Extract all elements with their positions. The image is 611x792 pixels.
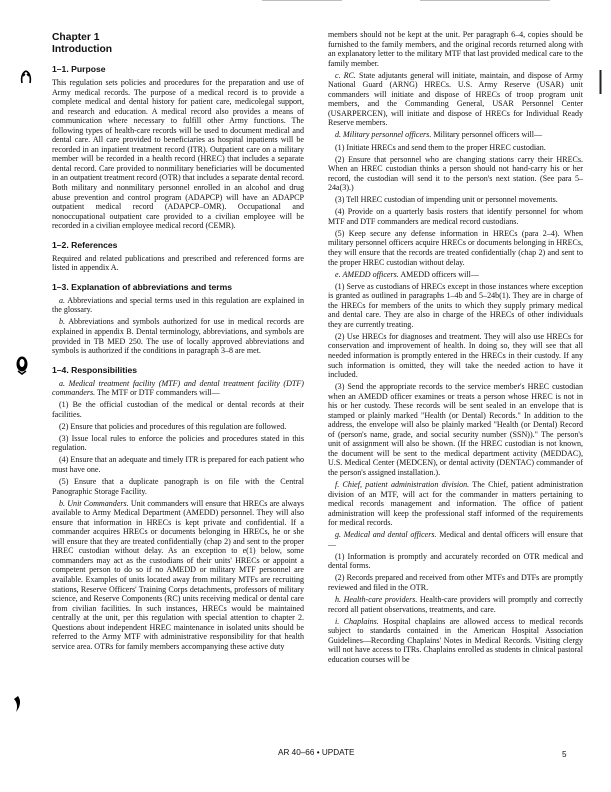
- list-item: (5) Ensure that a duplicate panograph is on file with the Central Panographic Storage Facility.: [52, 477, 304, 496]
- item-title: f. Chief, patient administration division.: [335, 480, 470, 490]
- chapter-heading: [52, 32, 304, 55]
- item-title: g. Medical and dental officers.: [335, 530, 437, 540]
- list-item: (4) Ensure that an adequate and timely ITR is prepared for each patient who must have one.: [52, 455, 304, 474]
- right-column: [328, 30, 583, 667]
- binder-hole-mark-icon: [12, 695, 22, 713]
- paragraph-resp-e: [328, 270, 583, 280]
- paragraph-resp-c: [328, 71, 583, 128]
- page-number: 5: [562, 750, 567, 759]
- list-item: (4) Provide on a quarterly basis rosters that identify personnel for whom MTF and DTF commanders are medical record custodians.: [328, 207, 583, 226]
- paragraph-abbrev-a: [52, 296, 304, 315]
- list-item: (3) Tell HREC custodian of impending unit or personnel movements.: [335, 195, 558, 205]
- section-heading-references: 1–2. References: [52, 239, 118, 250]
- item-text: Abbreviations and special terms used in this regulation are explained in the glossary.: [52, 295, 304, 315]
- paragraph-purpose: This regulation sets policies and procedures for the preparation and use of Army medical records. The purpose of a medical record is to provide a complete medical and dental history for patient care, medicolegal support, and research and education. A medical record also provides a means of communication where necessary to fulfill other Army functions. The following types of health-care records will be used to document medical and dental care. All care provided to beneficiaries as hospital inpatients will be recorded in an inpatient treatment record (ITR). Outpatient care on a military member will be recorded in a health record (HREC) that includes a separate dental record. Care provided to nonmilitary beneficiaries will be documented in an outpatient treatment record (OTR) that includes a separate dental record. Both military and nonmilitary personnel enrolled in an alcohol and drug abuse prevention and control program (ADAPCP) will have an ADAPCP outpatient medical record (ADAPCP–OMR). Occupational and nonoccupational outpatient care provided to a civilian employee will be recorded in a civilian employee medical record (CEMR).: [52, 78, 304, 231]
- paragraph-abbrev-b: [52, 317, 304, 355]
- list-item: (2) Ensure that personnel who are changing stations carry their HRECs. When an HREC custodian thinks a person should not hand-carry his or her record, the custodian will send it to the person's next station. (See para 5–24a(3).): [328, 154, 583, 193]
- binder-hole-mark-icon: [15, 355, 29, 375]
- item-title: h. Health-care providers.: [335, 595, 418, 605]
- list-item: (2) Use HRECs for diagnoses and treatment. They will also use HRECs for conservation and improvement of health. In doing so, they will see that all needed information is promptly entered in the HRECs in their custody. If any such information is omitted, they will take the needed action to have it included.: [328, 331, 583, 380]
- paragraph-resp-a: [52, 379, 304, 398]
- paragraph-resp-d: [328, 130, 583, 140]
- item-label: a.: [59, 295, 66, 305]
- section-heading-abbreviations: 1–3. Explanation of abbreviations and terms: [52, 281, 233, 292]
- item-title: d. Military personnel officers.: [335, 130, 432, 140]
- document-id: AR 40–66 • UPDATE: [278, 748, 355, 757]
- item-label: b.: [59, 317, 66, 327]
- item-text: AMEDD officers will—: [398, 269, 479, 279]
- item-title: e. AMEDD officers.: [335, 269, 399, 279]
- paragraph-resp-f: [328, 480, 583, 528]
- section-heading-responsibilities: 1–4. Responsibilities: [52, 364, 138, 375]
- margin-scan-mark-icon: [598, 70, 603, 94]
- top-scan-rule-right: [420, 0, 550, 1]
- item-text: Health-care providers will promptly and correctly record all patient observations, treatments, and care.: [328, 595, 583, 614]
- list-item: (3) Issue local rules to enforce the policies and procedures stated in this regulation.: [52, 433, 304, 453]
- list-item: (2) Ensure that policies and procedures of this regulation are followed.: [59, 421, 287, 431]
- binder-hole-mark-icon: [20, 70, 32, 86]
- left-column: [52, 32, 304, 654]
- list-item: (2) Records prepared and received from other MTFs and DTFs are promptly reviewed and filed in the OTR.: [328, 573, 583, 593]
- paragraph-references: Required and related publications and prescribed and referenced forms are listed in appendix A.: [52, 253, 304, 273]
- top-scan-rule-left: [262, 0, 342, 1]
- list-item: (3) Send the appropriate records to the service member's HREC custodian when an AMEDD officer examines or treats a person whose HREC is not in his or her custody. These records will be sent sealed in an envelope that is stamped or plainly marked "Health (or Dental) Records." In addition to the address, the envelope will also be plainly marked "Health (or Dental) Record of (person's name, grade, and social security number (SSN))." The person's unit of assignment will also be shown. (If the HREC custodian is not known, the document will be sent to the medical department activity (MEDDAC), U.S. Medical Center (MEDCEN), or dental activity (DENTAC) commander of the person's assigned installation.).: [328, 382, 583, 478]
- list-item: (1) Be the official custodian of the medical or dental records at their facilities.: [52, 400, 304, 419]
- item-text: The MTF or DTF commanders will—: [95, 388, 220, 398]
- item-title: i. Chaplains.: [335, 616, 379, 626]
- item-text: Medical and dental officers will ensure that—: [328, 530, 583, 549]
- item-text: Abbreviations and symbols authorized for use in medical records are explained in appendix B. Dental terminology, abbreviations, and symbols are provided in TB MED 250. The use of locally approved abbreviations and symbols is authorized if the conditions in paragraph 3–8 are met.: [52, 317, 304, 356]
- list-item: (1) Serve as custodians of HRECs except in those instances where exception is granted as outlined in paragraphs 1–4b and 5–24b(1). They are in charge of the HRECs for members of the units to which they supply primary medical and dental care. They are also in charge of the HRECs of other individuals they are currently treating.: [328, 281, 583, 329]
- paragraph-resp-i: [328, 617, 583, 665]
- paragraph-resp-b: [52, 499, 304, 652]
- item-text: Military personnel officers will—: [431, 130, 543, 140]
- item-text: The Chief, patient administration division of an MTF, will act for the commander in matters pertaining to medical records management and information. The office of patient administration will keep the professional staff informed of the requirements for medical records.: [328, 480, 583, 528]
- paragraph-resp-b-continued: members should not be kept at the unit. Per paragraph 6–4, copies should be furnished to the family members, and the original records returned along with an explanatory letter to the military MTF that last provided medical care to the family member.: [328, 30, 583, 68]
- item-title: c. RC.: [335, 70, 356, 80]
- item-text: State adjutants general will initiate, maintain, and dispose of Army National Guard (ARNG) HRECs. U.S. Army Reserve (USAR) unit commanders will initiate and dispose of HRECs of troop program unit members, and the Commanding General, USAR Personnel Center (USARPERCEN), will initiate and dispose of HRECs for Individual Ready Reserve members.: [328, 70, 583, 128]
- chapter-number: Chapter 1: [52, 32, 100, 43]
- section-heading-purpose: 1–1. Purpose: [52, 64, 106, 74]
- list-item: (5) Keep secure any defense information in HRECs (para 2–4). When military personnel officers acquire HRECs or documents belonging in HRECs, they will ensure that the records are treated confidentially (chap 2) and sent to the proper HREC custodian without delay.: [328, 228, 583, 267]
- item-title: a. Medical treatment facility (MTF) and dental treatment facility (DTF) commanders.: [52, 378, 304, 398]
- chapter-title: Introduction: [52, 43, 113, 55]
- item-text: Unit commanders will ensure that HRECs are always available to Army Medical Department (AMEDD) personnel. They will also ensure that information in HRECs is kept private and confidential. If a commander acquires HRECs or documents belonging in HRECs, he or she will ensure that they are treated confidentially (chap 2) and sent to the proper HREC custodian without delay. As an exception to e(1) below, some commanders may act as the custodians of their units' HRECs or appoint a competent person to do so if no AMEDD or military MTF personnel are available. Examples of units located away from military MTFs are recruiting stations, Reserve Officers' Training Corps detachments, professors of military science, and Reserve Components (RC) units receiving medical or dental care from civilian facilities. In such instances, HRECs would be maintained centrally at the unit, per this regulation with special attention to chapter 2. Questions about independent HREC maintenance in isolated units should be referred to the Army MTF with administrative responsibility for that health service area. OTRs for family members accompanying these active duty: [52, 498, 304, 651]
- list-item: (1) Initiate HRECs and send them to the proper HREC custodian.: [335, 142, 546, 152]
- item-text: Hospital chaplains are allowed access to medical records subject to standards contained in the American Hospital Association Guidelines—Recording Chaplains' Notes in Medical Records. Visiting clergy will not have access to ITRs. Chaplains enrolled as students in clinical pastoral education courses will be: [328, 616, 583, 664]
- paragraph-resp-h: [328, 595, 583, 614]
- paragraph-resp-g: [328, 530, 583, 549]
- list-item: (1) Information is promptly and accurately recorded on OTR medical and dental forms.: [328, 551, 583, 571]
- item-title: b. Unit Commanders.: [59, 498, 129, 508]
